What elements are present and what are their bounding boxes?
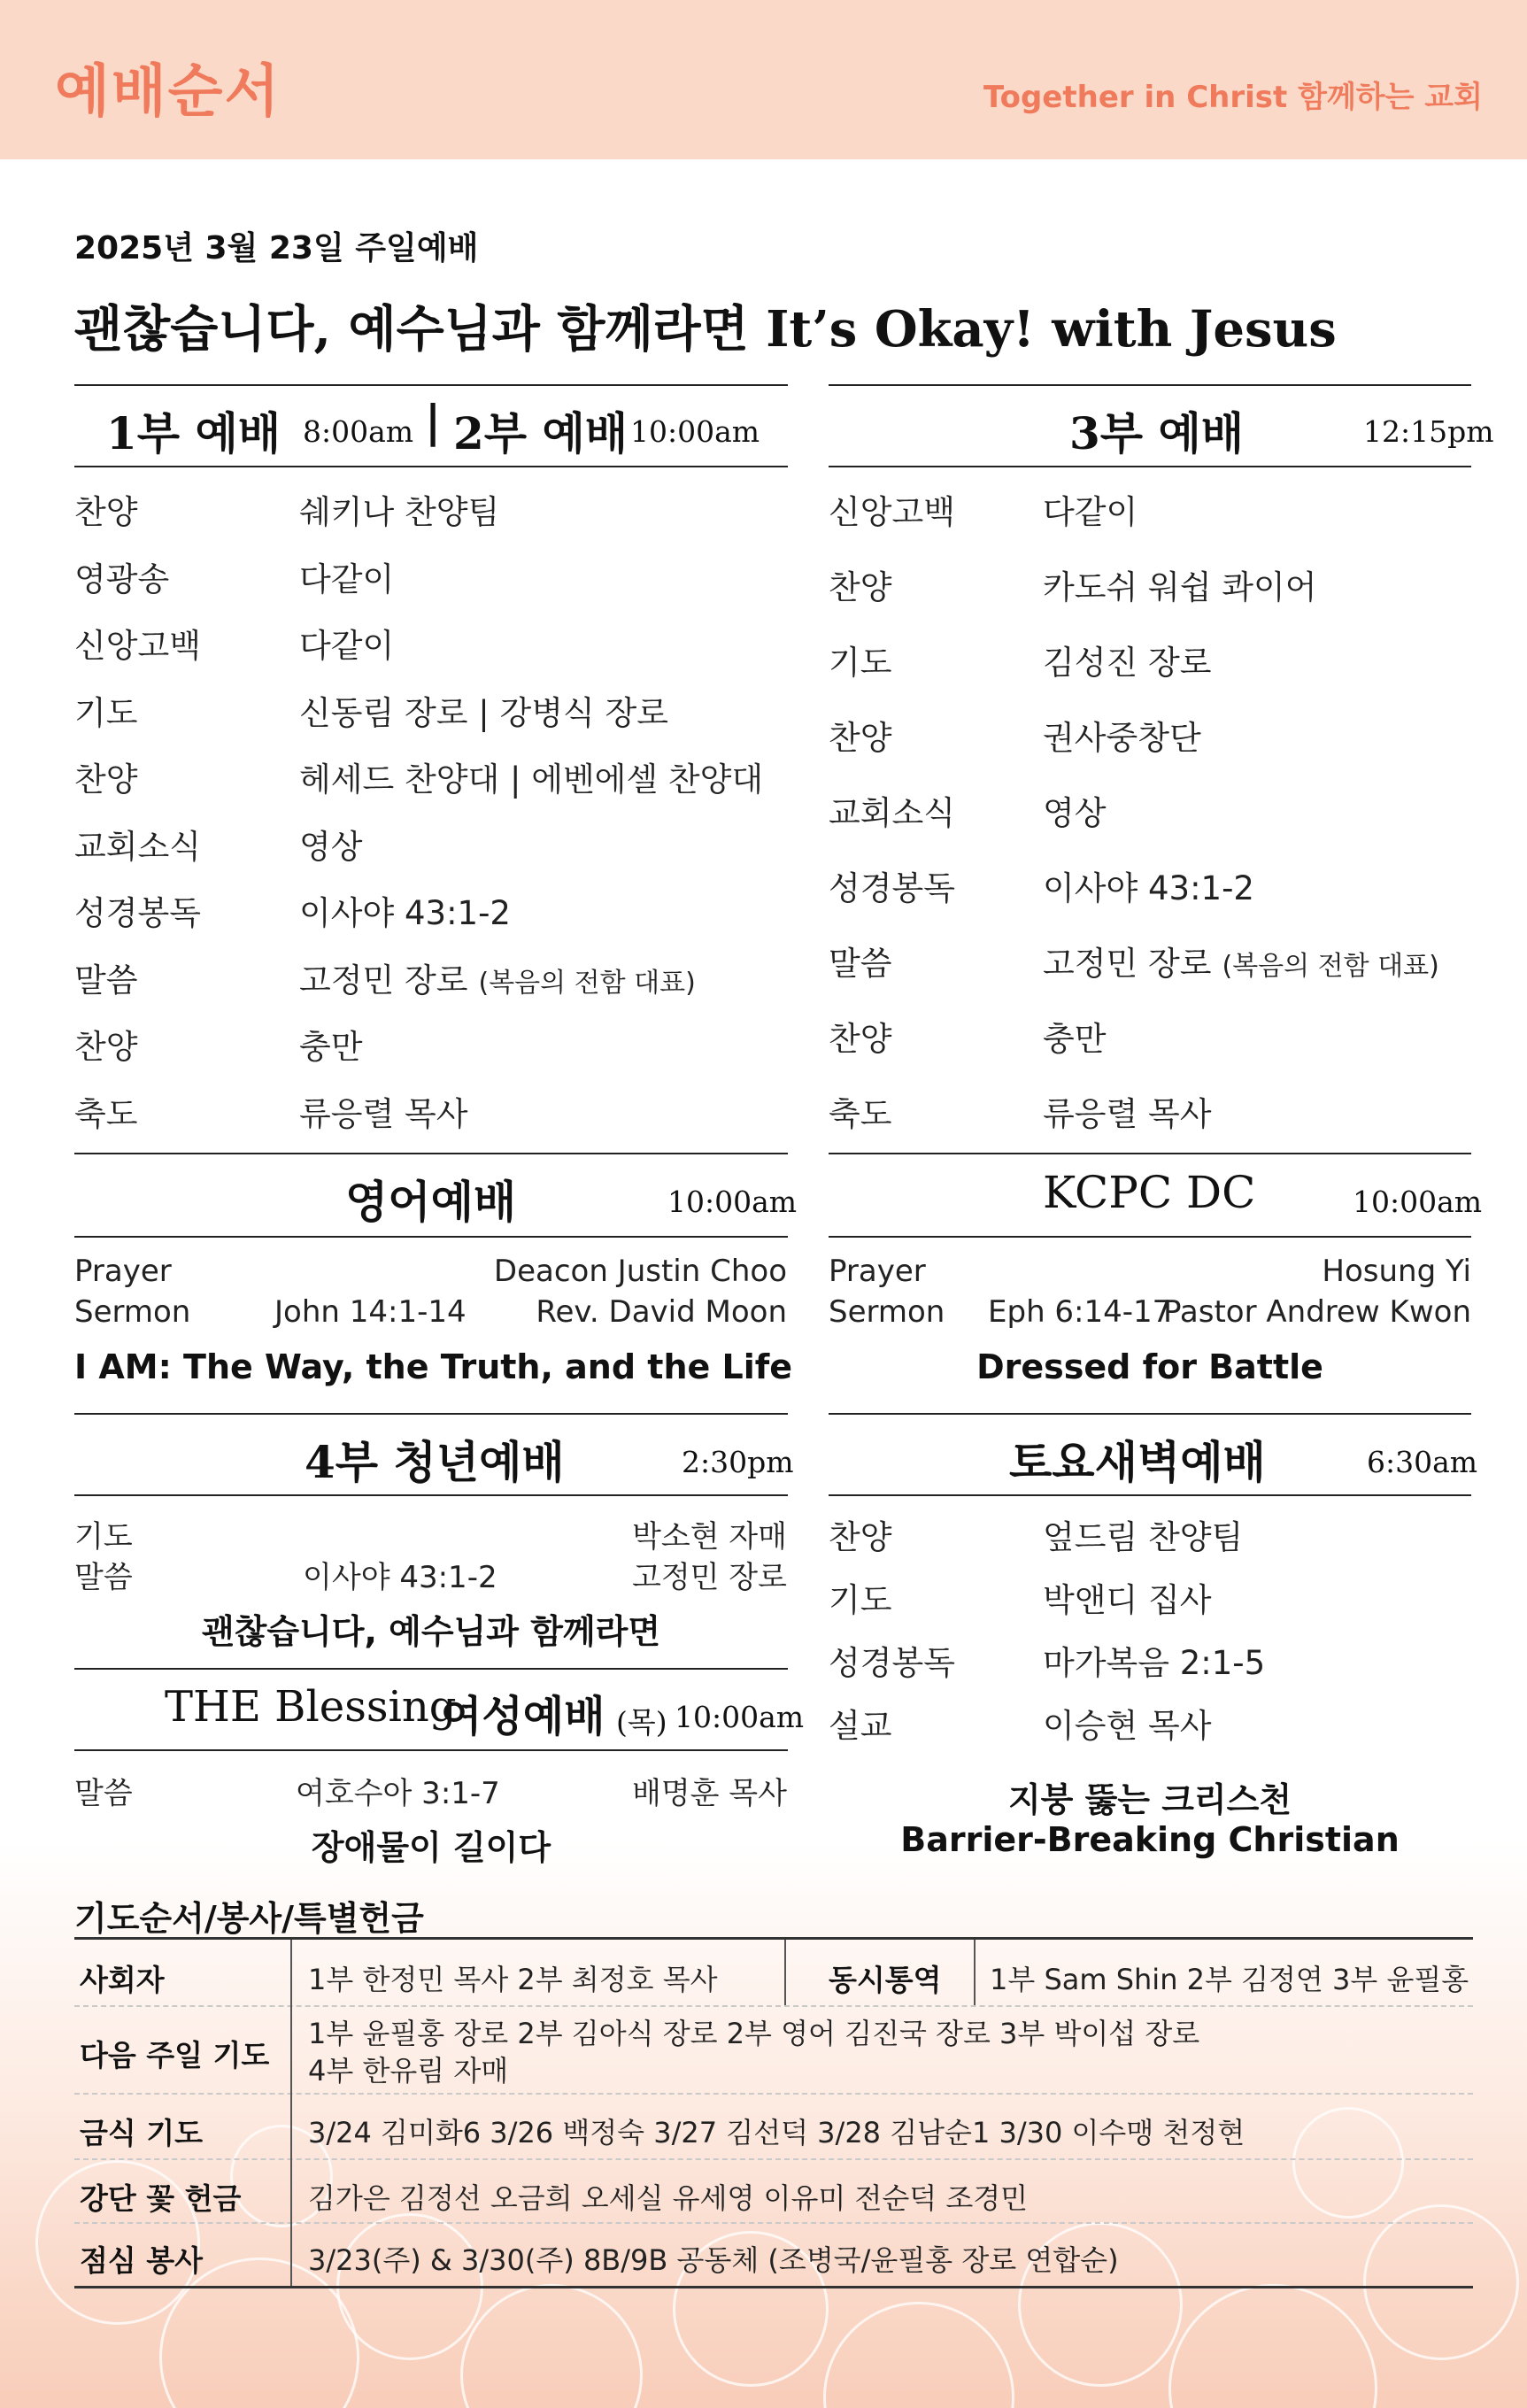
- lunch-service-value: 3/23(주) & 3/30(주) 8B/9B 공동체 (조병국/윤필홍 장로 연합순): [308, 2243, 1119, 2277]
- service3-row-value: [1043, 786, 1106, 834]
- service3-row-note: (복음의 전함 대표): [1222, 951, 1439, 982]
- divider: [829, 466, 1471, 467]
- circle-decoration: [1168, 2284, 1377, 2408]
- circle-decoration: [460, 2284, 643, 2408]
- service3-row-value-text: 다같이: [1043, 493, 1138, 531]
- women-service-time: 10:00am: [675, 1700, 805, 1734]
- column-divider: [784, 1940, 786, 2005]
- divider: [829, 1153, 1471, 1154]
- divider: [74, 1236, 788, 1238]
- youth-service-time: 2:30pm: [682, 1445, 794, 1479]
- service3-time: 12:15pm: [1363, 414, 1494, 449]
- dawn-row-value-text: 엎드림 찬양팀: [1043, 1518, 1244, 1556]
- service3-row-label: 교회소식: [829, 794, 955, 832]
- service3-row-value: [1043, 485, 1138, 533]
- dawn-row-value: [1043, 1510, 1243, 1558]
- service12-row-value: [299, 886, 511, 934]
- fasting-prayer-label: 금식 기도: [80, 2116, 204, 2150]
- divider: [74, 1153, 788, 1154]
- service3-row-label: 찬양: [829, 568, 892, 606]
- altar-flower-label: 강단 꽃 헌금: [80, 2181, 242, 2216]
- service1-time: 8:00am: [303, 414, 414, 449]
- service12-row-value: [299, 953, 696, 1001]
- service3-row-label: 찬양: [829, 719, 892, 757]
- english-service-heading: 영어예배: [345, 1176, 517, 1228]
- service12-row-label: 성경봉독: [74, 894, 201, 932]
- table-row: [74, 1937, 1473, 2007]
- service3-row-value: [1043, 861, 1254, 909]
- service2-heading: 2부 예배: [453, 407, 629, 459]
- dawn-row-value-text: 박앤디 집사: [1043, 1581, 1212, 1619]
- kcpc-sermon-theme: Dressed for Battle: [976, 1347, 1323, 1386]
- fasting-prayer-value: 3/24 김미화6 3/26 백정숙 3/27 김선덕 3/28 김남순1 3/30 이수맹 천정현: [308, 2116, 1246, 2149]
- kcpc-prayer-name: Hosung Yi: [1322, 1254, 1471, 1289]
- service3-row-value: [1043, 560, 1316, 608]
- service12-row-value: [299, 1020, 362, 1068]
- women-service-heading-en: THE Blessing: [165, 1682, 457, 1732]
- kcpc-sermon-reference: Eph 6:14-17: [988, 1294, 1172, 1330]
- service3-row-value-text: 김성진 장로: [1043, 644, 1212, 682]
- service12-row-value: [299, 619, 394, 667]
- column-divider: [290, 2158, 292, 2222]
- kcpc-time: 10:00am: [1353, 1185, 1483, 1219]
- divider: [829, 384, 1471, 386]
- service12-row-note: (복음의 전함 대표): [478, 967, 696, 999]
- dawn-row-label: 기도: [829, 1581, 892, 1619]
- divider: [829, 1494, 1471, 1496]
- service3-row-value: [1043, 937, 1439, 984]
- table-row: [74, 2222, 1473, 2288]
- service3-row-label: 기도: [829, 644, 892, 682]
- service3-row-label: 신앙고백: [829, 493, 955, 531]
- dawn-row-value: [1043, 1573, 1211, 1621]
- service3-row-label: 말씀: [829, 945, 892, 983]
- divider: [74, 1749, 788, 1751]
- english-prayer-label: Prayer: [74, 1254, 172, 1289]
- header-banner: [0, 0, 1527, 159]
- service12-row-label: 기도: [74, 693, 138, 732]
- divider: [829, 1236, 1471, 1238]
- youth-service-heading: 4부 청년예배: [305, 1436, 565, 1488]
- dawn-row-value: [1043, 1699, 1211, 1747]
- interpretation-label: 동시통역: [829, 1963, 942, 1997]
- service3-row-value-text: 카도쉬 워쉽 콰이어: [1043, 568, 1317, 606]
- kcpc-prayer-label: Prayer: [829, 1254, 926, 1289]
- host-label: 사회자: [80, 1963, 165, 1997]
- women-sermon-label: 말씀: [74, 1776, 133, 1811]
- service3-row-value: [1043, 1087, 1211, 1135]
- dawn-theme-korean: 지붕 뚫는 크리스천: [1007, 1780, 1292, 1819]
- service12-row-value-text: 쉐키나 찬양팀: [299, 493, 500, 531]
- dawn-service-heading: 토요새벽예배: [1009, 1436, 1266, 1488]
- english-sermon-preacher: Rev. David Moon: [536, 1294, 787, 1330]
- service3-row-value: [1043, 1012, 1106, 1060]
- women-sermon-theme: 장애물이 길이다: [311, 1828, 551, 1867]
- column-divider: [290, 1940, 292, 2005]
- kcpc-heading: KCPC DC: [1043, 1167, 1256, 1218]
- service3-row-value-text: 영상: [1043, 794, 1107, 832]
- service12-row-value-text: 충만: [299, 1028, 363, 1066]
- dawn-row-value: [1043, 1636, 1265, 1684]
- circle-decoration: [823, 2302, 1014, 2408]
- dawn-row-label: 찬양: [829, 1518, 892, 1556]
- heading-separator: |: [425, 395, 442, 447]
- youth-prayer-label: 기도: [74, 1519, 133, 1555]
- dawn-theme-english: Barrier-Breaking Christian: [900, 1820, 1400, 1859]
- divider: [829, 1413, 1471, 1415]
- youth-sermon-theme: 괜찮습니다, 예수님과 함께라면: [201, 1612, 661, 1651]
- column-divider: [290, 2222, 292, 2286]
- service3-row-value: [1043, 711, 1201, 759]
- women-sermon-preacher: 배명훈 목사: [631, 1776, 787, 1811]
- table-row: [74, 2158, 1473, 2224]
- service12-row-label: 영광송: [74, 560, 170, 598]
- service12-row-value: [299, 820, 362, 868]
- service12-row-value-text: 류응렬 목사: [299, 1094, 468, 1133]
- service12-row-label: 축도: [74, 1094, 138, 1133]
- divider: [74, 466, 788, 467]
- service12-row-value-text: 헤세드 찬양대 | 에벤에셀 찬양대: [299, 760, 764, 799]
- interpretation-value: 1부 Sam Shin 2부 김정연 3부 윤필홍: [990, 1963, 1469, 1996]
- column-divider: [974, 1940, 976, 2005]
- service12-row-label: 찬양: [74, 493, 138, 531]
- youth-prayer-name: 박소현 자매: [631, 1519, 787, 1555]
- service2-time: 10:00am: [630, 414, 760, 449]
- service3-row-value: [1043, 636, 1211, 683]
- kcpc-sermon-label: Sermon: [829, 1294, 945, 1330]
- sermon-title: 괜찮습니다, 예수님과 함께라면 It’s Okay! with Jesus: [74, 300, 1337, 359]
- page-title: 예배순서: [55, 59, 281, 125]
- service12-row-value-text: 고정민 장로: [299, 961, 468, 999]
- divider: [74, 1413, 788, 1415]
- dawn-row-label: 성경봉독: [829, 1644, 955, 1682]
- service12-row-label: 찬양: [74, 760, 138, 799]
- dawn-row-value-text: 마가복음 2:1-5: [1043, 1644, 1266, 1682]
- dawn-row-label: 설교: [829, 1707, 892, 1745]
- service12-row-value: [299, 552, 394, 600]
- service12-row-value: [299, 1087, 467, 1135]
- dawn-row-value-text: 이승현 목사: [1043, 1707, 1212, 1745]
- service3-row-label: 찬양: [829, 1020, 892, 1058]
- church-tagline: Together in Christ 함께하는 교회: [983, 80, 1483, 115]
- english-sermon-theme: I AM: The Way, the Truth, and the Life: [74, 1347, 793, 1386]
- english-prayer-name: Deacon Justin Choo: [493, 1254, 787, 1289]
- english-sermon-reference: John 14:1-14: [274, 1294, 467, 1330]
- table-row: [74, 2003, 1473, 2095]
- service3-row-value-text: 고정민 장로: [1043, 945, 1212, 983]
- english-service-time: 10:00am: [667, 1185, 798, 1219]
- service-date: 2025년 3월 23일 주일예배: [74, 230, 479, 266]
- service3-row-label: 축도: [829, 1095, 892, 1133]
- service3-row-value-text: 류응렬 목사: [1043, 1095, 1212, 1133]
- service3-row-value-text: 이사야 43:1-2: [1043, 869, 1254, 907]
- host-value: 1부 한정민 목사 2부 최정호 목사: [308, 1963, 718, 1996]
- service12-row-value: [299, 752, 763, 800]
- women-service-heading-ko: 여성예배: [441, 1692, 605, 1741]
- service12-row-label: 신앙고백: [74, 627, 201, 665]
- service12-row-value: [299, 686, 668, 734]
- service12-row-value-text: 신동림 장로 | 강병식 장로: [299, 693, 668, 732]
- next-prayer-line2: 4부 한유림 자매: [308, 2054, 509, 2088]
- next-prayer-line1: 1부 윤필홍 장로 2부 김아식 장로 2부 영어 김진국 장로 3부 박이섭 장로: [308, 2017, 1200, 2050]
- service12-row-value: [299, 485, 499, 533]
- women-sermon-reference: 여호수아 3:1-7: [296, 1776, 500, 1811]
- women-service-day: (목): [616, 1705, 667, 1740]
- kcpc-sermon-preacher: Pastor Andrew Kwon: [1162, 1294, 1471, 1330]
- service3-row-value-text: 권사중창단: [1043, 719, 1201, 757]
- service12-row-value-text: 다같이: [299, 627, 395, 665]
- service3-row-label: 성경봉독: [829, 869, 955, 907]
- divider: [74, 1668, 788, 1670]
- column-divider: [290, 2003, 292, 2093]
- service12-row-value-text: 영상: [299, 827, 363, 866]
- lunch-service-label: 점심 봉사: [80, 2243, 204, 2278]
- service12-row-value-text: 다같이: [299, 560, 395, 598]
- service12-row-label: 말씀: [74, 961, 138, 999]
- divider: [74, 1494, 788, 1496]
- service3-heading: 3부 예배: [1069, 407, 1245, 459]
- youth-sermon-label: 말씀: [74, 1560, 133, 1595]
- dawn-service-time: 6:30am: [1367, 1445, 1478, 1479]
- service12-row-label: 교회소식: [74, 827, 201, 866]
- english-sermon-label: Sermon: [74, 1294, 191, 1330]
- column-divider: [290, 2093, 292, 2158]
- youth-sermon-reference: 이사야 43:1-2: [303, 1560, 497, 1595]
- service12-row-value-text: 이사야 43:1-2: [299, 894, 511, 932]
- divider: [74, 384, 788, 386]
- service3-row-value-text: 충만: [1043, 1020, 1107, 1058]
- service1-heading: 1부 예배: [106, 407, 281, 459]
- next-prayer-label: 다음 주일 기도: [80, 2038, 270, 2072]
- table-row: [74, 2093, 1473, 2160]
- service12-row-label: 찬양: [74, 1028, 138, 1066]
- altar-flower-value: 김가은 김정선 오금희 오세실 유세영 이유미 전순덕 조경민: [308, 2181, 1029, 2215]
- duties-title: 기도순서/봉사/특별헌금: [74, 1899, 424, 1938]
- youth-sermon-preacher: 고정민 장로: [631, 1560, 787, 1595]
